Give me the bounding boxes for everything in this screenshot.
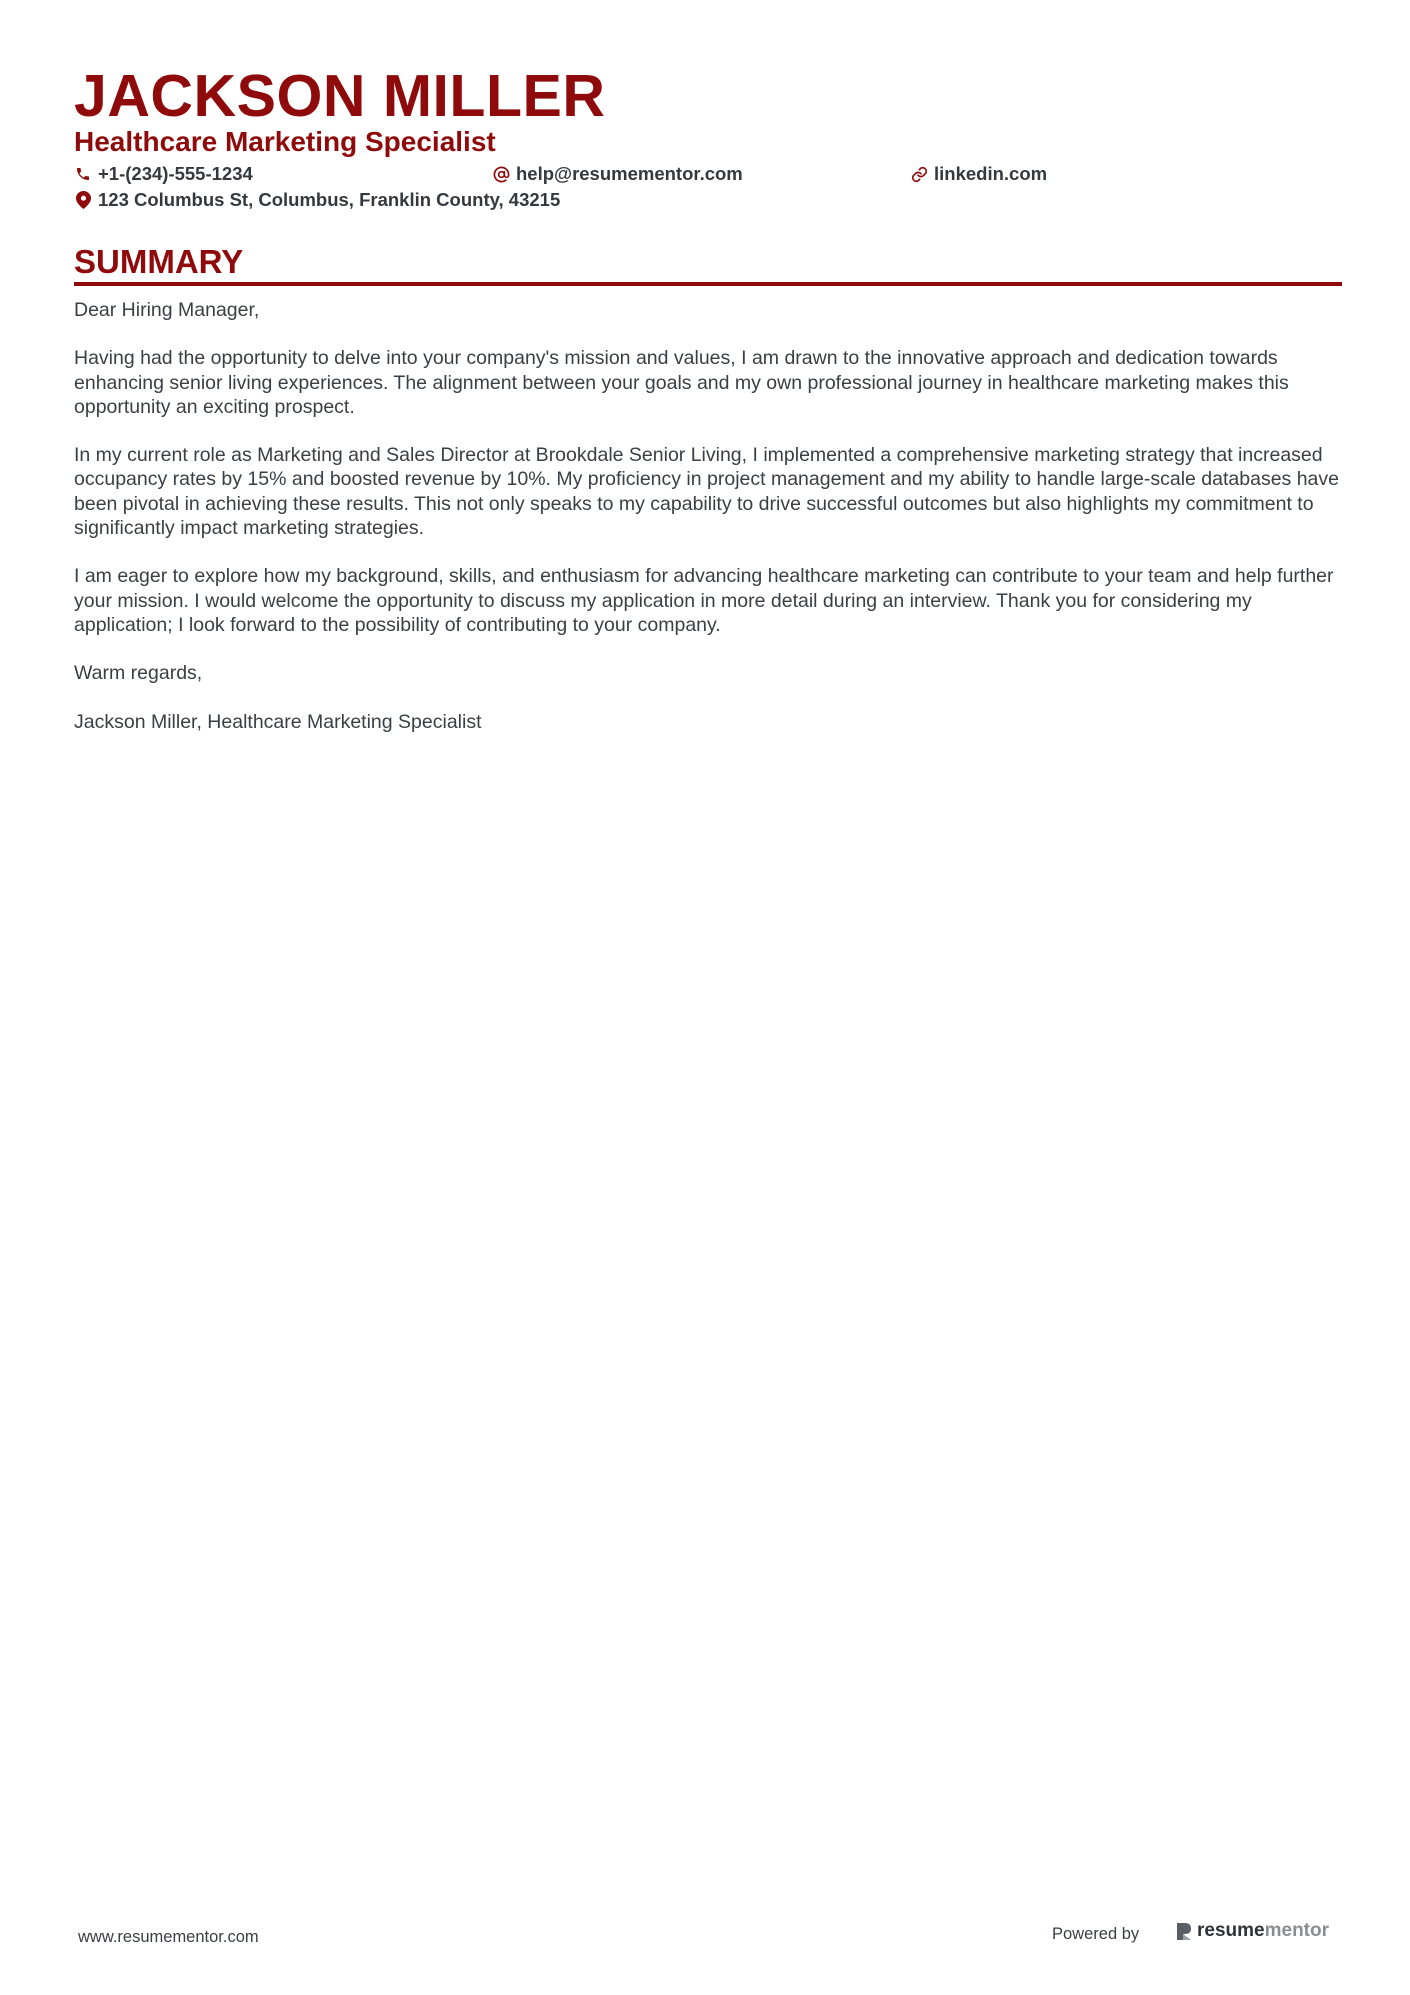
at-sign-icon: [492, 165, 510, 183]
closing: Warm regards,: [74, 662, 203, 685]
map-pin-icon: [74, 191, 92, 209]
brand-text-secondary: mentor: [1264, 1920, 1330, 1941]
candidate-name: JACKSON MILLER: [74, 63, 606, 129]
paragraph-2: In my current role as Marketing and Sales Director at Brookdale Senior Living, I implemented a comprehensive marketing strategy that increased occupancy rates by 15% and boosted revenue by 10%. My proficiency in project management and my ability to handle large-scale databases have been pivotal in achieving these results. This not only speaks to my capability to drive successful outcomes but also highlights my commitment to significantly impact marketing strategies.: [74, 444, 1339, 540]
address-text: 123 Columbus St, Columbus, Franklin County, 43215: [98, 189, 561, 210]
paragraph-1: Having had the opportunity to delve into your company's mission and values, I am drawn to the innovative approach and dedication towards enhancing senior living experiences. The alignment between your goals and my own professional journey in healthcare marketing makes this opportunity an exciting prospect.: [74, 347, 1289, 418]
brand-logo[interactable]: [1175, 1920, 1329, 1942]
resumementor-logo-icon: [1175, 1920, 1193, 1942]
link-icon: [910, 165, 928, 183]
contact-address: [74, 188, 560, 212]
contact-email: [492, 162, 743, 186]
contact-phone: [74, 162, 253, 186]
footer-url[interactable]: www.resumementor.com: [78, 1928, 259, 1946]
link-text[interactable]: linkedin.com: [934, 163, 1048, 184]
paragraph-3: I am eager to explore how my background, skills, and enthusiasm for advancing healthcare marketing can contribute to your team and help further your mission. I would welcome the opportunity to discuss my application in more detail during an interview. Thank you for considering my application; I look forward to the possibility of contributing to your company.: [74, 565, 1334, 636]
summary-heading: SUMMARY: [74, 243, 244, 280]
section-divider: [74, 282, 1342, 286]
phone-text: +1-(234)-555-1234: [98, 163, 253, 184]
contact-link: [910, 162, 1047, 186]
signature: Jackson Miller, Healthcare Marketing Specialist: [74, 710, 482, 733]
letter-body: [74, 298, 1342, 758]
email-text[interactable]: help@resumementor.com: [516, 163, 743, 184]
brand-text-primary: resume: [1197, 1920, 1265, 1941]
powered-by-label: Powered by: [1052, 1925, 1140, 1943]
greeting: Dear Hiring Manager,: [74, 299, 260, 321]
phone-icon: [74, 165, 92, 183]
candidate-role: Healthcare Marketing Specialist: [74, 126, 496, 157]
